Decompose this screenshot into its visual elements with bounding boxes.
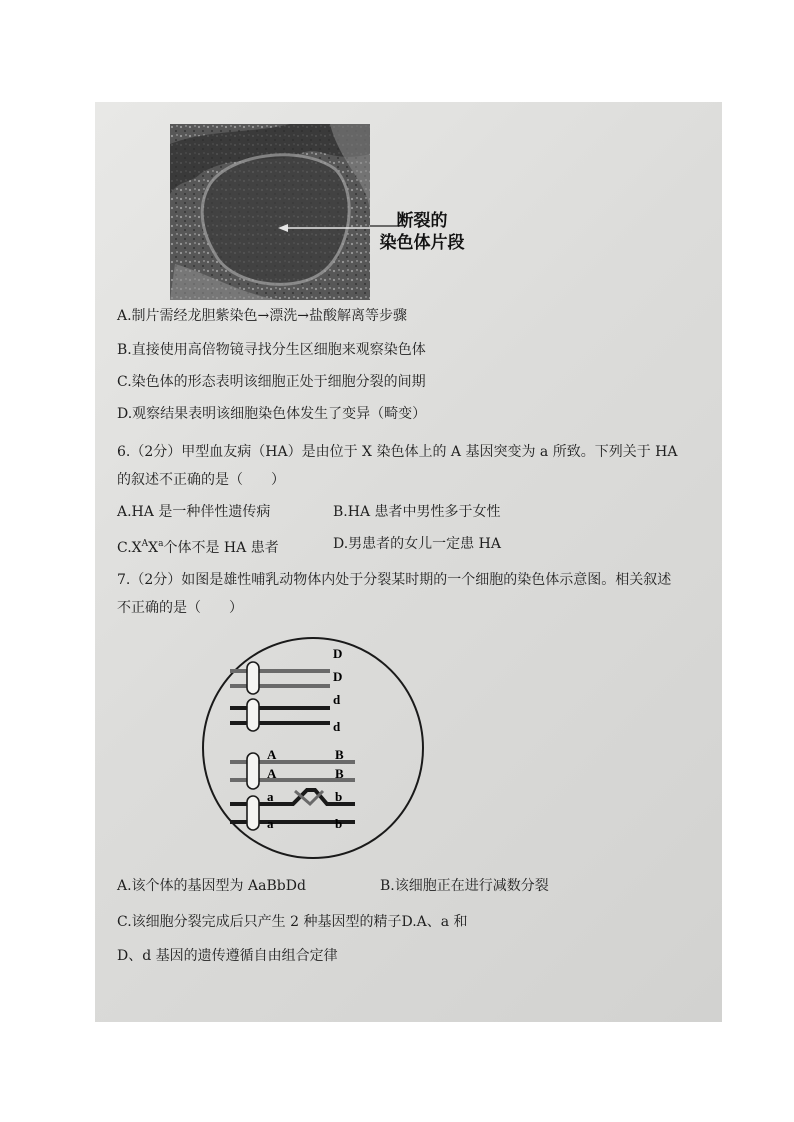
q5-option-d: D.观察结果表明该细胞染色体发生了变异（畸变）	[117, 406, 427, 422]
q7-option-a: A.该个体的基因型为 AaBbDd	[117, 878, 306, 894]
q7-option-c: C.该细胞分裂完成后只产生 2 种基因型的精子D.A、a 和	[117, 914, 468, 930]
q7-stem-line2: 不正确的是（ ）	[117, 600, 243, 616]
q7-stem-line1: 7.（2分）如图是雄性哺乳动物体内处于分裂某时期的一个细胞的染色体示意图。相关叙述	[117, 572, 672, 588]
centromere	[247, 753, 259, 789]
q6-c-text-mid: X	[148, 539, 159, 556]
gene-label: D	[333, 646, 343, 661]
q6-stem-line2: 的叙述不正确的是（ ）	[117, 472, 285, 488]
centromere	[247, 796, 259, 830]
micrograph-texture	[170, 124, 370, 300]
q5-option-b: B.直接使用高倍物镜寻找分生区细胞来观察染色体	[117, 342, 426, 358]
q6-c-text-post: 个体不是 HA 患者	[163, 539, 279, 556]
figure-label-line2: 染色体片段	[379, 233, 465, 253]
gene-label: A	[267, 747, 277, 762]
centromere	[247, 699, 259, 731]
figure-label	[372, 210, 472, 254]
gene-label: d	[333, 719, 341, 734]
q6-option-a: A.HA 是一种伴性遗传病	[117, 504, 271, 520]
q7-option-b: B.该细胞正在进行减数分裂	[380, 878, 549, 894]
q7-option-d: D、d 基因的遗传遵循自由组合定律	[117, 948, 338, 964]
gene-label: B	[335, 766, 344, 781]
gene-label: b	[335, 789, 343, 804]
gene-label: b	[335, 816, 343, 831]
centromere	[247, 662, 259, 694]
q6-option-b: B.HA 患者中男性多于女性	[333, 504, 501, 520]
gene-label: a	[267, 789, 274, 804]
q6-stem-line1: 6.（2分）甲型血友病（HA）是由位于 X 染色体上的 A 基因突变为 a 所致。下列关于 HA	[117, 444, 678, 460]
q5-option-c: C.染色体的形态表明该细胞正处于细胞分裂的间期	[117, 374, 426, 390]
chromosome-pair-top	[230, 662, 330, 731]
micrograph-image	[170, 124, 370, 300]
gene-label: a	[267, 816, 274, 831]
cell-diagram-svg	[175, 628, 451, 868]
q6-option-c	[117, 534, 279, 558]
q6-option-d: D.男患者的女儿一定患 HA	[333, 536, 501, 552]
gene-label: D	[333, 669, 343, 684]
q6-c-text-pre: C.X	[117, 539, 142, 556]
gene-label: B	[335, 747, 344, 762]
q6-c-superscript-1: A	[141, 539, 149, 549]
q5-option-a: A.制片需经龙胆紫染色→漂洗→盐酸解离等步骤	[117, 308, 408, 324]
q6-c-superscript-2: a	[158, 539, 164, 549]
gene-label: A	[267, 766, 277, 781]
gene-label: d	[333, 692, 341, 707]
figure-label-line1: 断裂的	[396, 211, 448, 231]
cell-chromosome-diagram	[175, 628, 451, 868]
